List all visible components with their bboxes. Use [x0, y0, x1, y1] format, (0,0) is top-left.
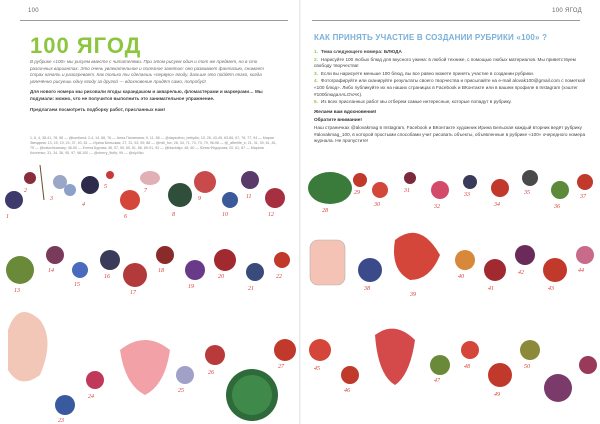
intro-paragraph-1: В рубрике «100» мы рисуем вместе с читателями. При этом рисуем один и тот же предмет, но в сто различных вариантах. Это очень увлекательное и полезное занятие: оно развивает фантазию, снимает страх начать и разогревает. Как только ты сделаешь «первую» ягоду, дальше это пойдёт легко, когда увлечённо рисуешь одну ягоду за другой — вдохновение придёт само, попробуй!: [30, 59, 264, 84]
berry-drawing: [375, 329, 415, 385]
berry-label: 49: [494, 392, 500, 398]
berry-drawing: [310, 240, 345, 285]
berry-drawing: [120, 340, 170, 395]
berry-label: 46: [344, 388, 350, 394]
berry-label: 25: [178, 388, 184, 394]
step-item: 2. Нарисуйте 100 любых блюд для вкусного ужина: в любой технике, с помощью любых материалов. Мы приветствуем свободу творчества!: [314, 56, 576, 69]
berry-drawing: [274, 252, 290, 268]
berry-label: 43: [548, 286, 554, 292]
berry-label: 8: [172, 212, 175, 218]
berry-drawing: [404, 172, 416, 184]
berry-drawing: [579, 356, 597, 374]
page-number-right: 100 ЯГОД: [552, 8, 582, 14]
berry-drawing: [46, 246, 64, 264]
berry-drawing: [72, 262, 88, 278]
header-rule-right: [312, 20, 580, 21]
intro-paragraph-3: Предлагаем посмотреть подборку работ, присланных нам!: [30, 106, 166, 112]
berry-drawing: [522, 170, 538, 186]
berry-drawing: [194, 171, 216, 193]
participation-rules: [314, 49, 586, 145]
berry-label: 11: [246, 194, 252, 200]
berry-drawing: [123, 263, 147, 287]
berry-label: 3: [50, 196, 53, 202]
berry-drawing: [176, 366, 194, 384]
berry-drawing: [353, 173, 367, 187]
berry-drawing: [358, 258, 382, 282]
berry-label: 4: [82, 202, 85, 208]
page-title: 100 ЯГОД: [30, 33, 142, 58]
berry-drawing: [140, 171, 160, 185]
berry-label: 21: [248, 286, 254, 292]
berry-drawing: [455, 250, 475, 270]
berry-drawing: [577, 174, 593, 190]
berry-label: 50: [524, 364, 530, 370]
berry-drawing: [232, 375, 272, 415]
berry-drawing: [55, 395, 75, 415]
berry-label: 37: [580, 194, 586, 200]
berry-label: 36: [554, 204, 560, 210]
header-rule-left: [20, 20, 288, 21]
berry-drawing: [168, 183, 192, 207]
berry-drawing: [81, 176, 99, 194]
credits-text: 1, 6, 4, 38-41, 78, 98 — @tomiland; 2-4, 14, 66, 76 — Анна Пилаткина; 5, 11, 58 — @daysofmo_bettydis; 10, 26, 43-45, 63-66, 67, 76, 77, 94 — Мария Звездина; 13, 15, 19, 24, 37, 40, 81 — Ирина Бельская; 27, 31, 53, 59, 88 — @mili_fox; 28, 34, 71, 73, 74, 79, 96-98 — @_afterlife_s; 21, 31, 39, 61, 81, 79 — @natochkamary; 46-50 — Елена Бурова; 46, 57, 59, 65, 81, 86, 89-91, 93 — @blacktsjo; 48, 60 — Юлия Фёдорова; 20, 61, 87 — Марина Костенко; 31, 34, 36, 95, 97, 98-100 — @cherry_fluffy; 99 — @sly.lilko.: [30, 136, 277, 155]
berry-drawing: [543, 258, 567, 282]
berry-label: 45: [314, 366, 320, 372]
berry-drawing: [431, 181, 449, 199]
berry-label: 35: [524, 190, 530, 196]
berry-drawing: [576, 246, 594, 264]
berry-label: 12: [268, 212, 274, 218]
berry-drawing: [274, 339, 296, 361]
berry-label: 42: [518, 270, 524, 276]
berry-drawing: [463, 175, 477, 189]
berry-label: 38: [364, 286, 370, 292]
intro-paragraph-2: Для нового номера мы рисовали ягоды карандашом и акварелью, фломастерами и маркерами… Мы подумали: можно, что не получится выполнить это занимательное упражнение.: [30, 89, 263, 101]
berry-label: 10: [222, 212, 228, 218]
berry-label: 33: [464, 192, 470, 198]
berry-label: 24: [88, 394, 94, 400]
berry-label: 28: [322, 208, 328, 214]
berry-drawing: [205, 345, 225, 365]
berry-drawing: [372, 182, 388, 198]
step-item: 4. Фотографируйте или сканируйте результаты своего творчества и присылайте на e-mail alovak100@gmail.com с пометкой «100 блюд». Либо публикуйте их на наших страницах в Facebook и ВКонтакте или в вашем профиле в Instagram (хэштег #100блюдалALOVAK).: [314, 78, 586, 97]
berry-drawing: [461, 341, 479, 359]
berry-label: 34: [494, 202, 500, 208]
berry-label: 41: [488, 286, 494, 292]
berry-drawing: [520, 340, 540, 360]
berry-drawing: [515, 245, 535, 265]
berry-drawing: [8, 312, 48, 381]
berries-illustration: [0, 160, 600, 424]
berry-drawing: [120, 190, 140, 210]
berry-label: 13: [14, 288, 20, 294]
berry-drawing: [156, 246, 174, 264]
berry-label: 29: [354, 190, 360, 196]
berry-label: 26: [208, 370, 214, 376]
berry-drawing: [100, 250, 120, 270]
berry-drawing: [265, 188, 285, 208]
berry-label: 23: [58, 418, 64, 424]
berry-drawing: [222, 192, 238, 208]
berry-label: 40: [458, 274, 464, 280]
berry-drawings: [5, 165, 597, 421]
berry-label: 16: [104, 274, 110, 280]
berry-label: 27: [278, 364, 284, 370]
berry-label: 17: [130, 290, 136, 296]
berry-drawing: [86, 371, 104, 389]
wish-text: Желаем вам вдохновения!: [314, 108, 377, 114]
berry-drawing: [394, 233, 440, 280]
berry-label: 22: [276, 274, 282, 280]
berry-label: 9: [198, 196, 201, 202]
berry-label: 19: [188, 284, 194, 290]
berry-drawing: [40, 165, 44, 200]
berry-label: 14: [48, 268, 54, 274]
berry-label: 18: [158, 268, 164, 274]
berry-drawing: [6, 256, 34, 284]
page-number-left: 100: [28, 8, 39, 14]
berry-drawing: [106, 171, 114, 179]
berry-drawing: [64, 184, 76, 196]
berry-label: 15: [74, 282, 80, 288]
berry-label: 1: [6, 214, 9, 220]
step-item: 5. Из всех присланных работ мы отберем самые интересные, которые попадут в рубрику.: [314, 99, 512, 105]
berry-drawing: [430, 355, 450, 375]
berry-drawing: [544, 374, 572, 402]
berry-label: 44: [578, 268, 584, 274]
participation-heading: КАК ПРИНЯТЬ УЧАСТИЕ В СОЗДАНИИ РУБРИКИ «100» ?: [314, 33, 548, 42]
berry-drawing: [241, 171, 259, 189]
berry-label: 30: [374, 202, 380, 208]
attention-note: Наш страничках @alovakmag в Instagram, Facebook и ВКонтакте художник Ирина Бельская каждый вторник ведёт рубрику #alovakmag_100, в которой простыми способами учит рисовать объекты, объявленные в рубрике «100» очередного номера журнала. Не пропустите!: [314, 124, 586, 144]
berry-label: 5: [104, 184, 107, 190]
berry-drawing: [491, 179, 509, 197]
berry-drawing: [551, 181, 569, 199]
step-item: 3. Если вы нарисуете меньше 100 блюд, вы все равно можете принять участие в создании рубрики.: [314, 70, 534, 76]
berry-drawing: [308, 172, 352, 204]
attention-heading: Обратите внимание!: [314, 117, 362, 123]
berry-label: 20: [218, 274, 224, 280]
berry-drawing: [185, 260, 205, 280]
berry-drawing: [5, 191, 23, 209]
steps-list: [314, 49, 586, 106]
berry-label: 7: [144, 188, 147, 194]
berry-label: 48: [464, 364, 470, 370]
berry-drawing: [309, 339, 331, 361]
berry-label: 32: [434, 204, 440, 210]
berry-label: 2: [24, 188, 27, 194]
berry-label: 47: [434, 378, 440, 384]
berry-label: 6: [124, 214, 127, 220]
berry-drawing: [484, 259, 506, 281]
berry-drawing: [246, 263, 264, 281]
step-item: 1. Тема следующего номера: БЛЮДА: [314, 49, 402, 54]
berry-label: 39: [410, 292, 416, 298]
berry-drawing: [24, 172, 36, 184]
berry-drawing: [214, 249, 236, 271]
berry-drawing: [488, 363, 512, 387]
berry-drawing: [341, 366, 359, 384]
berry-label: 31: [404, 188, 410, 194]
intro-text: [30, 59, 276, 117]
